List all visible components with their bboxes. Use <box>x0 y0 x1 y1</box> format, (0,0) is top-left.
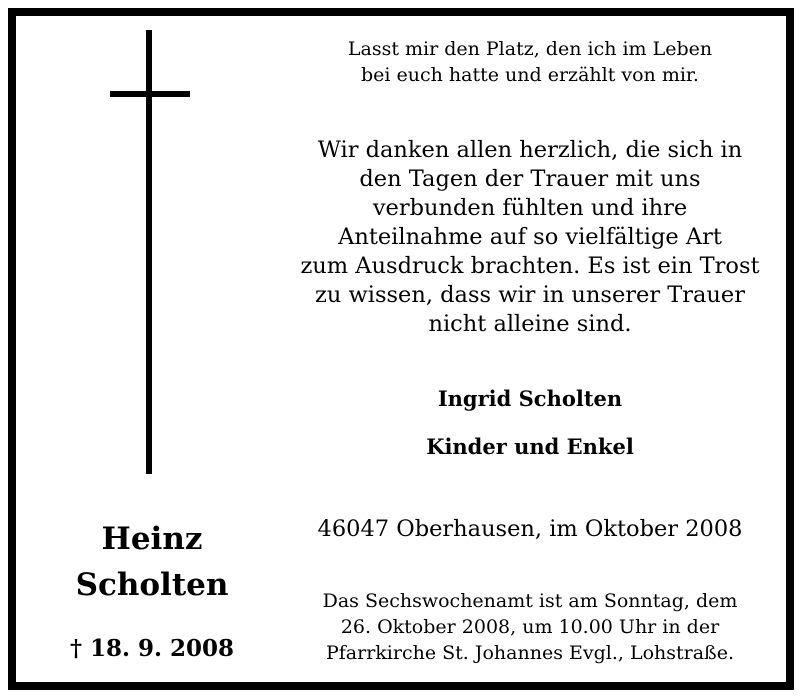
thanks-line: den Tagen der Trauer mit uns <box>359 166 701 192</box>
service-block <box>292 588 768 666</box>
signer-secondary: Kinder und Enkel <box>426 434 634 459</box>
quote-block <box>292 36 768 88</box>
death-date: † 18. 9. 2008 <box>69 635 235 662</box>
service-line: 26. Oktober 2008, um 10.00 Uhr in der <box>340 616 720 638</box>
service-line: Das Sechswochenamt ist am Sonntag, dem <box>322 590 738 612</box>
decedent-first-name: Heinz <box>101 521 203 557</box>
decedent-name <box>52 516 252 608</box>
thanks-line: verbunden fühlten und ihre <box>372 195 688 221</box>
thanks-line: nicht alleine sind. <box>428 311 632 337</box>
thanks-line: zu wissen, dass wir in unserer Trauer <box>315 282 745 308</box>
quote-line: Lasst mir den Platz, den ich im Leben <box>347 38 713 60</box>
signer-primary: Ingrid Scholten <box>437 386 623 411</box>
cross-icon-bar <box>110 91 190 97</box>
quote-line: bei euch hatte und erzählt von mir. <box>361 64 699 86</box>
service-line: Pfarrkirche St. Johannes Evgl., Lohstraße. <box>325 642 735 664</box>
decedent-last-name: Scholten <box>75 567 229 603</box>
thanks-line: Anteilnahme auf so vielfältige Art <box>338 224 722 250</box>
place-date: 46047 Oberhausen, im Oktober 2008 <box>317 516 743 542</box>
thanks-block <box>292 136 768 339</box>
thanks-line: Wir danken allen herzlich, die sich in <box>317 137 743 163</box>
thanks-line: zum Ausdruck brachten. Es ist ein Trost <box>300 253 760 279</box>
